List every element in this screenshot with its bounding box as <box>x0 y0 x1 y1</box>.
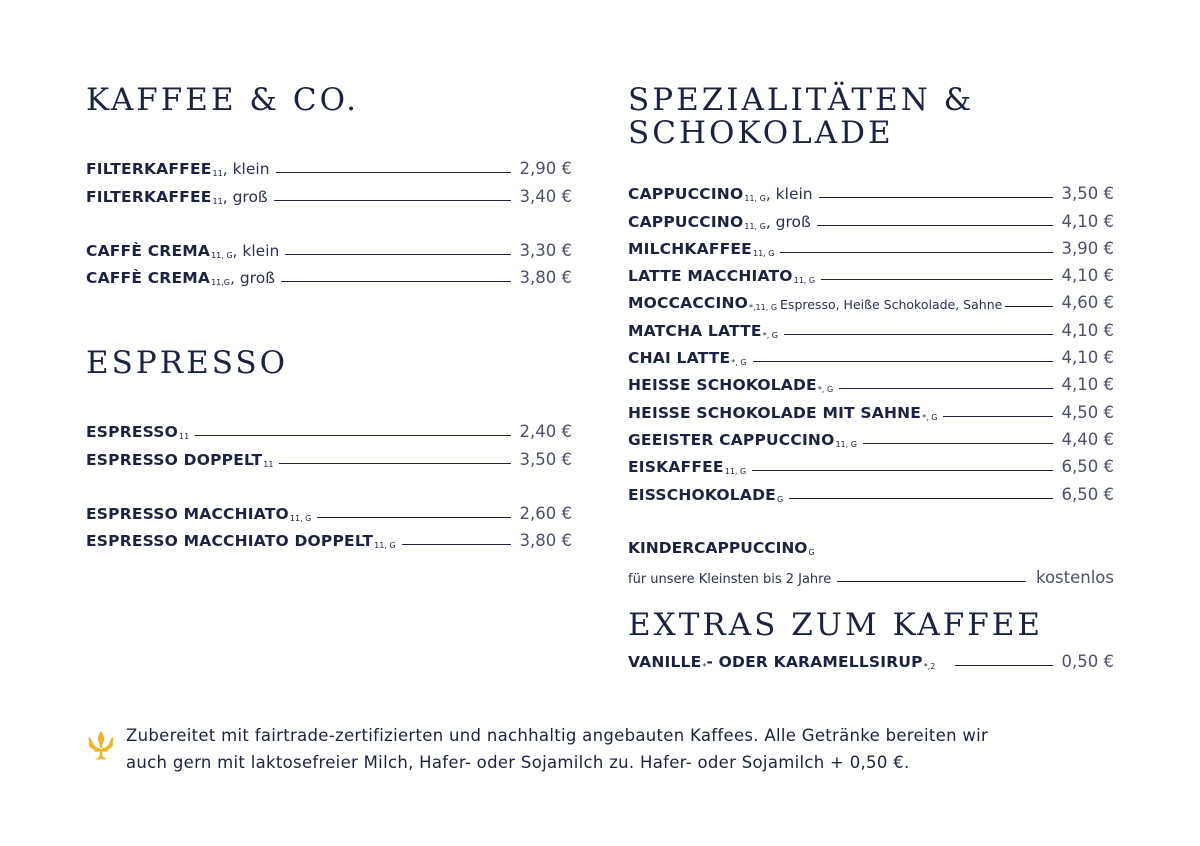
item-name: KINDERCAPPUCCINO <box>628 538 808 557</box>
item-allergens: *, G <box>731 358 747 368</box>
item-size: , groß <box>222 187 268 206</box>
item-price: 4,10 € <box>1061 348 1114 368</box>
leader-line <box>279 463 510 464</box>
left-column <box>86 84 572 550</box>
item-price: 6,50 € <box>1061 484 1114 504</box>
item-allergens: *,2 <box>923 661 936 671</box>
item-name: FILTERKAFFEE <box>86 187 212 206</box>
leader-line <box>285 254 510 255</box>
item-allergens: *, G <box>762 330 778 340</box>
item-size: , klein <box>232 241 280 260</box>
item-name: GEEISTER CAPPUCCINO <box>628 430 835 449</box>
item-allergens: 11, G <box>744 221 766 231</box>
menu-item <box>86 233 572 260</box>
item-name: ESPRESSO MACCHIATO DOPPELT <box>86 532 374 551</box>
menu-item <box>86 151 572 178</box>
item-allergens: *, G <box>817 385 834 395</box>
item-description: für unsere Kleinsten bis 2 Jahre <box>628 571 832 587</box>
item-allergens: * <box>702 661 707 671</box>
item-allergens: 11, G <box>211 250 233 260</box>
item-size: , klein <box>222 160 270 179</box>
menu-item <box>628 476 1114 503</box>
leader-line <box>752 470 1052 471</box>
item-name: FILTERKAFFEE <box>86 160 212 179</box>
item-price: 2,90 € <box>519 159 572 179</box>
item-name-continued: - ODER KARAMELLSIRUP <box>706 652 923 671</box>
item-price: 4,10 € <box>1061 375 1114 395</box>
section-title-kaffee: KAFFEE & CO. <box>86 82 360 118</box>
menu-item <box>628 532 1114 557</box>
section-title-extras: EXTRAS ZUM KAFFEE <box>628 606 1044 643</box>
item-price: 4,60 € <box>1061 293 1114 313</box>
item-price: 3,80 € <box>519 268 572 288</box>
item-name: CAPPUCCINO <box>628 185 744 204</box>
item-allergens: 11,G <box>211 278 230 288</box>
leader-line <box>839 388 1052 389</box>
menu-item <box>628 449 1114 476</box>
leader-line <box>837 581 1026 582</box>
fleur-de-lis-icon <box>86 729 116 763</box>
item-name: EISSCHOKOLADE <box>628 485 776 504</box>
item-allergens: G <box>776 494 784 504</box>
leader-line <box>943 416 1052 417</box>
item-price: 3,50 € <box>1061 184 1114 204</box>
leader-line <box>821 279 1052 280</box>
item-name: CAFFÈ CREMA <box>86 241 211 260</box>
item-name: ESPRESSO DOPPELT <box>86 450 263 469</box>
item-allergens: 11, G <box>835 439 857 449</box>
menu-item <box>628 367 1114 394</box>
menu-item <box>86 414 572 441</box>
item-allergens: 11, G <box>289 514 312 524</box>
item-allergens: 11, G <box>752 248 775 258</box>
item-size: , groß <box>765 212 811 231</box>
leader-line <box>281 281 511 282</box>
leader-line <box>402 544 511 545</box>
item-price: 2,40 € <box>519 422 572 442</box>
menu-item <box>628 340 1114 367</box>
item-name: MATCHA LATTE <box>628 321 762 340</box>
item-name: LATTE MACCHIATO <box>628 267 793 286</box>
menu-item-detail <box>628 557 1114 587</box>
item-description: Espresso, Heiße Schokolade, Sahne <box>780 297 1003 313</box>
menu-item <box>628 394 1114 421</box>
menu-item <box>628 258 1114 285</box>
menu-item <box>86 260 572 287</box>
menu-item <box>86 523 572 550</box>
item-price: 6,50 € <box>1061 457 1114 477</box>
item-price: 4,10 € <box>1061 266 1114 286</box>
section-title-spezialitaeten <box>628 84 1114 150</box>
item-allergens: *,11, G <box>749 303 778 313</box>
item-size: , groß <box>229 269 275 288</box>
leader-line <box>195 435 510 436</box>
leader-line <box>780 252 1052 253</box>
menu-item <box>86 178 572 205</box>
leader-line <box>817 225 1053 226</box>
leader-line <box>819 197 1053 198</box>
leader-line <box>863 443 1053 444</box>
item-name: HEISSE SCHOKOLADE MIT SAHNE <box>628 403 922 422</box>
item-allergens: G <box>808 547 815 557</box>
item-allergens: 11, G <box>374 541 396 551</box>
leader-line <box>784 334 1053 335</box>
item-allergens: 11, G <box>744 194 766 204</box>
footer-text-line: Zubereitet mit fairtrade-zertifizierten und nachhaltig angebauten Kaffees. Alle Getränke bereiten wir <box>126 726 989 745</box>
item-price: 3,50 € <box>519 449 572 469</box>
item-name: CAPPUCCINO <box>628 212 744 231</box>
item-allergens: 11 <box>212 196 223 206</box>
leader-line <box>274 200 511 201</box>
menu-item <box>628 422 1114 449</box>
menu-item <box>628 285 1114 312</box>
leader-line <box>317 517 510 518</box>
item-allergens: 11 <box>212 169 223 179</box>
leader-line <box>753 361 1053 362</box>
item-price: 2,60 € <box>519 504 572 524</box>
item-price: kostenlos <box>1035 567 1114 587</box>
menu-item <box>628 203 1114 230</box>
right-column <box>628 84 1114 671</box>
item-price: 4,50 € <box>1061 402 1114 422</box>
item-allergens: 11, G <box>793 276 816 286</box>
item-price: 3,90 € <box>1061 238 1114 258</box>
menu-item <box>628 312 1114 339</box>
section-title-line: SCHOKOLADE <box>628 115 894 151</box>
item-name: ESPRESSO MACCHIATO <box>86 505 289 524</box>
menu-item <box>628 231 1114 258</box>
item-price: 4,40 € <box>1061 429 1114 449</box>
item-allergens: 11 <box>263 459 274 469</box>
item-name: EISKAFFEE <box>628 458 724 477</box>
item-name: MOCCACCINO <box>628 294 749 313</box>
section-title-line: SPEZIALITÄTEN & <box>628 82 975 118</box>
item-price: 4,10 € <box>1061 211 1114 231</box>
leader-line <box>276 172 511 173</box>
kindercappuccino-block <box>628 532 1114 587</box>
item-name: CAFFÈ CREMA <box>86 269 211 288</box>
item-price: 3,30 € <box>519 240 572 260</box>
item-name: ESPRESSO <box>86 423 179 442</box>
item-allergens: *, G <box>922 412 938 422</box>
item-price: 0,50 € <box>1061 651 1114 671</box>
item-name: HEISSE SCHOKOLADE <box>628 376 817 395</box>
footer-note <box>86 722 1086 776</box>
leader-line <box>955 665 1052 666</box>
item-allergens: 11 <box>179 432 190 442</box>
menu-item <box>628 644 1114 671</box>
footer-text <box>126 722 988 776</box>
footer-text-line: auch gern mit laktosefreier Milch, Hafer- oder Sojamilch zu. Hafer- oder Sojamilch + 0,50 €. <box>126 753 910 772</box>
item-price: 3,40 € <box>519 186 572 206</box>
menu-item <box>628 176 1114 203</box>
item-size: , klein <box>765 185 813 204</box>
item-name: MILCHKAFFEE <box>628 239 752 258</box>
item-allergens: 11, G <box>724 467 747 477</box>
item-name: VANILLE <box>628 652 702 671</box>
item-name: CHAI LATTE <box>628 349 731 368</box>
menu-item <box>86 441 572 468</box>
item-price: 3,80 € <box>519 531 572 551</box>
item-price: 4,10 € <box>1061 320 1114 340</box>
menu-item <box>86 496 572 523</box>
leader-line <box>789 498 1052 499</box>
section-title-espresso: ESPRESSO <box>86 345 289 382</box>
leader-line <box>1005 306 1052 307</box>
